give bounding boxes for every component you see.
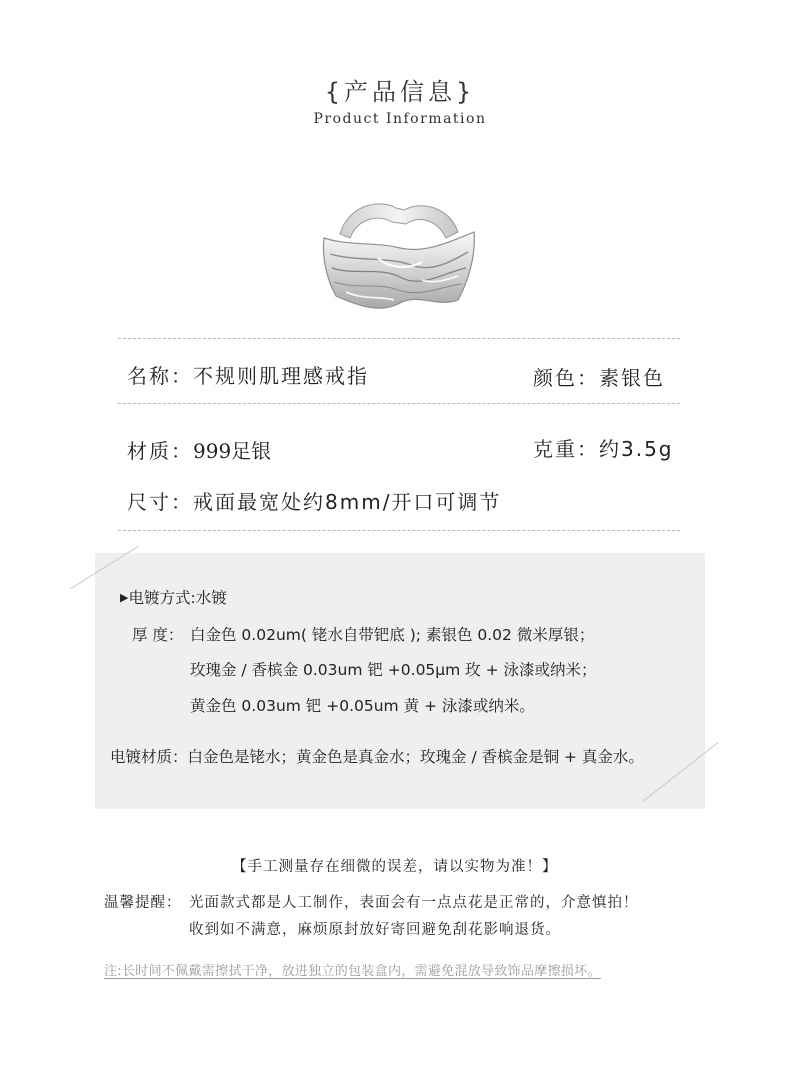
plating-method bbox=[120, 586, 227, 608]
spec-name-label: 名称： bbox=[127, 364, 193, 388]
spec-size-label: 尺寸： bbox=[127, 490, 193, 514]
plating-thickness-line3: 黄金色 0.03um 钯 +0.05um 黄 + 泳漆或纳米。 bbox=[190, 697, 535, 715]
plating-thickness-line1: 白金色 0.02um( 铑水自带钯底 ); 素银色 0.02 微米厚银； bbox=[190, 626, 595, 644]
plating-material-label: 电镀材质： bbox=[110, 748, 188, 766]
spec-material-value: 999足银 bbox=[193, 439, 272, 463]
spec-material-label: 材质： bbox=[127, 439, 193, 463]
plating-method-value: 水镀 bbox=[195, 589, 227, 607]
tip-label: 温馨提醒： bbox=[104, 895, 182, 911]
spec-color-label: 颜色： bbox=[533, 366, 599, 390]
spec-color-value: 素银色 bbox=[599, 366, 665, 390]
divider bbox=[118, 530, 680, 531]
tip-line-2: 收到如不满意，麻烦原封放好寄回避免刮花影响退货。 bbox=[189, 922, 561, 938]
spec-size-value: 戒面最宽处约8mm/开口可调节 bbox=[193, 490, 502, 514]
care-note: 注:长时间不佩戴需擦拭干净，放进独立的包装盒内，需避免混放导致饰品摩擦损坏。 bbox=[104, 964, 601, 979]
spec-color bbox=[533, 362, 665, 391]
spec-name bbox=[127, 360, 369, 389]
spec-size bbox=[127, 486, 501, 515]
plating-material bbox=[110, 745, 644, 767]
divider bbox=[118, 338, 680, 339]
spec-weight bbox=[533, 433, 674, 462]
spec-name-value: 不规则肌理感戒指 bbox=[193, 364, 369, 388]
silver-ring-icon bbox=[318, 196, 478, 321]
spec-material bbox=[127, 435, 271, 464]
triangle-bullet-icon: ▶ bbox=[120, 591, 129, 604]
divider bbox=[118, 403, 680, 404]
plating-material-value: 白金色是铑水；黄金色是真金水；玫瑰金 / 香槟金是铜 + 真金水。 bbox=[187, 748, 644, 766]
spec-weight-value: 约3.5g bbox=[599, 437, 674, 461]
page-title: {产品信息} bbox=[324, 78, 476, 106]
page-subtitle: Product Information bbox=[313, 111, 487, 127]
spec-weight-label: 克重： bbox=[533, 437, 599, 461]
plating-thickness-label: 厚 度： bbox=[132, 626, 184, 644]
plating-method-label: 电镀方式: bbox=[128, 589, 196, 607]
tip-line-1: 光面款式都是人工制作，表面会有一点点花是正常的，介意慎拍！ bbox=[189, 895, 639, 911]
plating-thickness-line2: 玫瑰金 / 香槟金 0.03um 钯 +0.05μm 玫 + 泳漆或纳米； bbox=[190, 661, 597, 679]
manual-measure-note: 【手工测量存在细微的误差，请以实物为准！】 bbox=[232, 859, 558, 875]
